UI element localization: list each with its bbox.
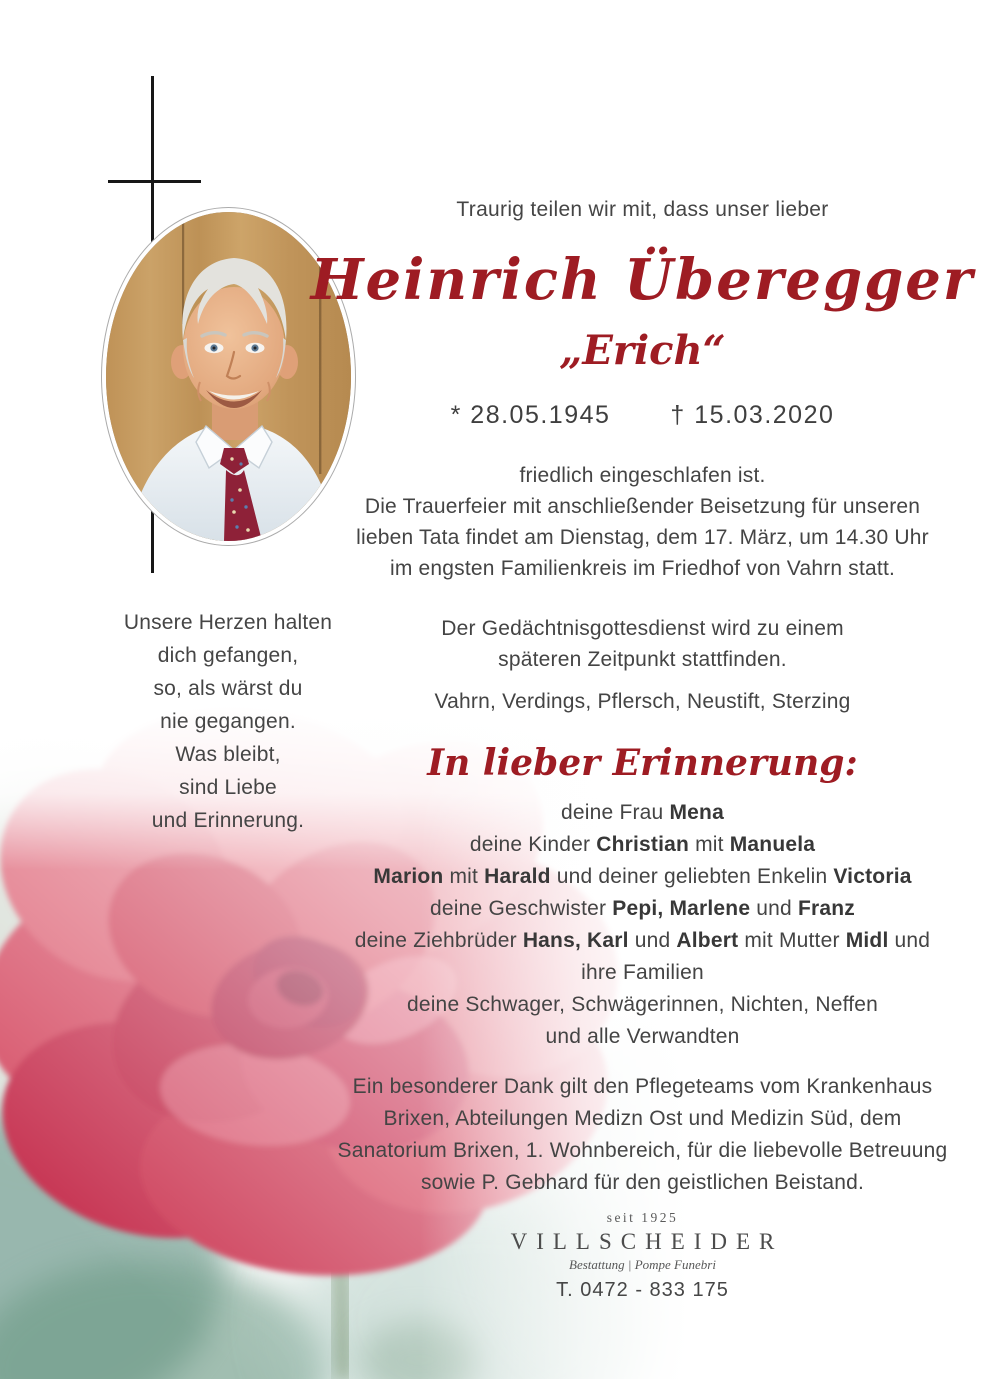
text-line: so, als wärst du	[153, 677, 303, 700]
funeral-paragraph	[305, 460, 980, 584]
memorial-service-paragraph	[305, 613, 980, 675]
text-line: friedlich eingeschlafen ist.	[519, 464, 766, 487]
deceased-nickname: „Erich“	[559, 327, 726, 374]
family-list	[305, 797, 980, 1053]
deceased-name: Heinrich Überegger	[310, 247, 975, 313]
text-line: Marion mit Harald und deiner geliebten Enkelin Victoria	[373, 865, 912, 888]
text-line: deine Ziehbrüder Hans, Karl und Albert mit Mutter Midl und	[354, 929, 931, 952]
text-line: und alle Verwandten	[545, 1025, 740, 1048]
text-line: deine Geschwister Pepi, Marlene und Franz	[430, 897, 855, 920]
text-line: Was bleibt,	[175, 743, 281, 766]
funeral-home-logo	[305, 1210, 980, 1302]
text-line: Ein besonderer Dank gilt den Pflegeteams vom Krankenhaus	[352, 1075, 933, 1098]
text-line: sind Liebe	[179, 776, 277, 799]
text-line: Unsere Herzen halten	[123, 611, 333, 634]
text-line: sowie P. Gebhard für den geistlichen Beistand.	[420, 1171, 865, 1194]
text-line: deine Kinder Christian mit Manuela	[469, 833, 816, 856]
life-dates	[305, 401, 980, 430]
text-line: dich gefangen,	[157, 644, 299, 667]
text-line: nie gegangen.	[160, 710, 296, 733]
text-line: ihre Familien	[581, 961, 704, 984]
remembrance-title: In lieber Erinnerung:	[427, 742, 858, 784]
logo-subtitle: Bestattung | Pompe Funebri	[569, 1257, 716, 1272]
text-line: Sanatorium Brixen, 1. Wohnbereich, für die liebevolle Betreuung	[337, 1139, 948, 1162]
logo-phone: T. 0472 - 833 175	[556, 1279, 729, 1301]
cross-horizontal-bar	[108, 180, 201, 183]
text-line: späteren Zeitpunkt stattfinden.	[498, 648, 787, 671]
announcement-intro: Traurig teilen wir mit, dass unser lieber	[456, 198, 829, 221]
logo-name: VILLSCHEIDER	[510, 1229, 784, 1254]
thanks-paragraph	[305, 1071, 980, 1199]
text-line: Der Gedächtnisgottesdienst wird zu einem	[441, 617, 844, 640]
death-date: † 15.03.2020	[670, 401, 835, 429]
text-line: und Erinnerung.	[151, 809, 305, 832]
places-line: Vahrn, Verdings, Pflersch, Neustift, Sterzing	[434, 690, 851, 713]
text-line: deine Frau Mena	[561, 801, 724, 824]
text-line: Die Trauerfeier mit anschließender Beisetzung für unseren	[364, 495, 921, 518]
text-line: deine Schwager, Schwägerinnen, Nichten, Neffen	[406, 993, 879, 1016]
logo-since: seit 1925	[606, 1210, 679, 1225]
birth-date: * 28.05.1945	[450, 401, 611, 429]
text-line: lieben Tata findet am Dienstag, dem 17. März, um 14.30 Uhr	[356, 526, 929, 549]
text-line: im engsten Familienkreis im Friedhof von Vahrn statt.	[389, 557, 896, 580]
text-line: Brixen, Abteilungen Medizn Ost und Medizin Süd, dem	[383, 1107, 902, 1130]
